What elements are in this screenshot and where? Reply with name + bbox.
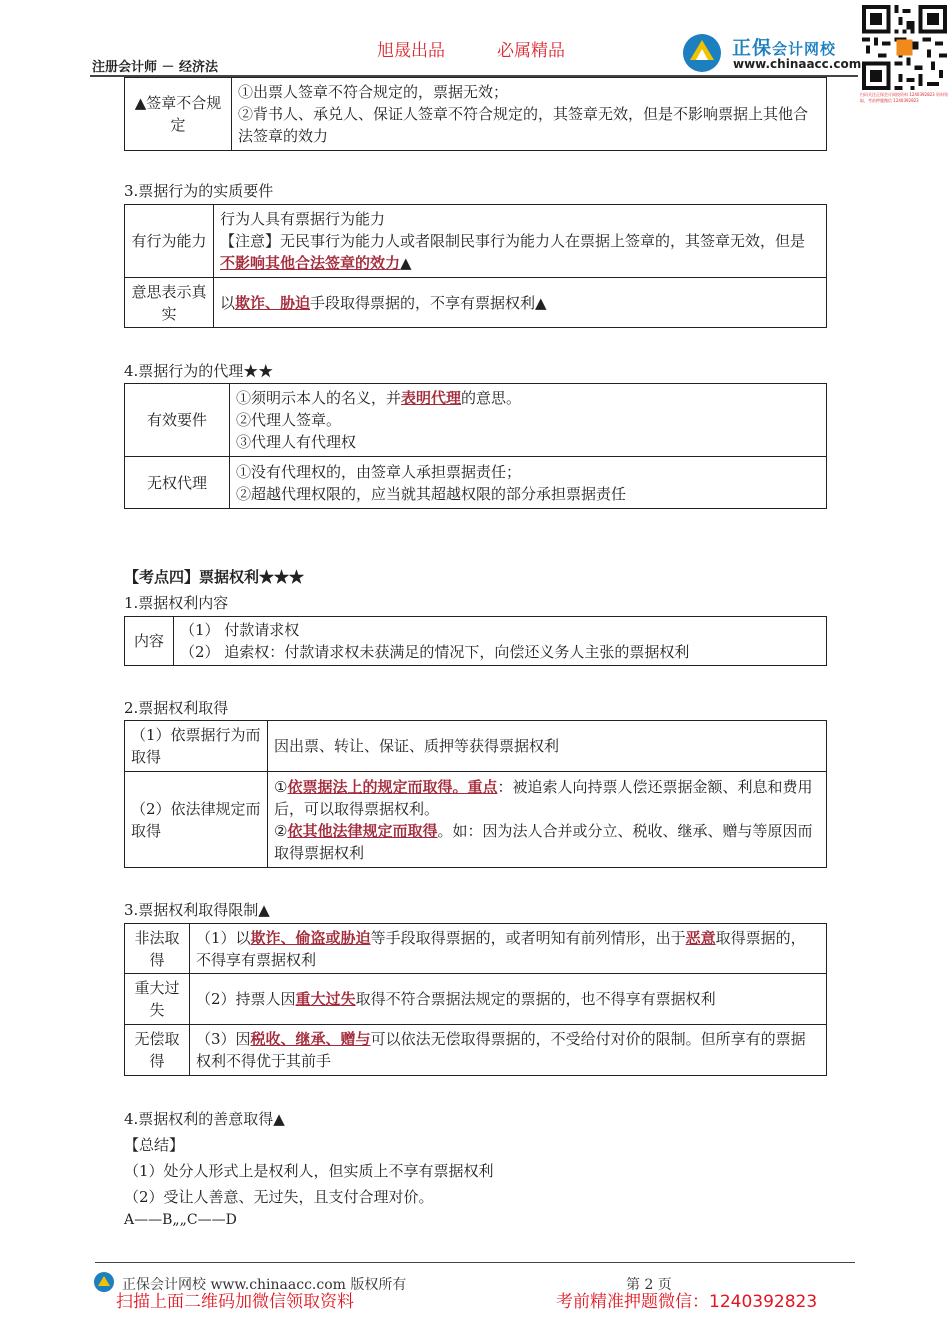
logo-url: www.chinaacc.com bbox=[733, 57, 862, 71]
header-slogan-left: 旭晟出品 bbox=[377, 41, 445, 61]
footer-promo-left: 扫描上面二维码加微信领取资料 bbox=[116, 1292, 354, 1312]
row-label: （1）依票据行为而取得 bbox=[125, 721, 268, 772]
row-content bbox=[268, 772, 827, 868]
row-content: 因出票、转让、保证、质押等获得票据权利 bbox=[268, 721, 827, 772]
row-content bbox=[230, 384, 827, 457]
row-content bbox=[174, 617, 827, 666]
highlight-text: 欺诈、胁迫 bbox=[235, 293, 311, 312]
endorsement-chain: A——B„„C——D bbox=[124, 1212, 237, 1228]
content-line: 行为人具有票据行为能力 bbox=[220, 210, 386, 228]
section-title: 1.票据权利内容 bbox=[124, 594, 229, 612]
page-number: 第 2 页 bbox=[626, 1277, 672, 1293]
row-label: 意思表示真实 bbox=[125, 278, 214, 328]
substantive-requirements-table bbox=[124, 204, 827, 328]
signature-rule-line: ②背书人、承兑人、保证人签章不符合规定的，其签章无效，但是不影响票据上其他合法签章的效力 bbox=[238, 105, 809, 145]
highlight-text: 恶意 bbox=[685, 928, 716, 947]
footer-divider bbox=[95, 1262, 855, 1263]
row-label: 有行为能力 bbox=[125, 205, 214, 278]
row-label: 内容 bbox=[125, 617, 174, 666]
section-title: 2.票据权利取得 bbox=[124, 699, 229, 717]
chinaacc-logo-icon bbox=[680, 32, 728, 74]
signature-rule-table bbox=[124, 77, 827, 151]
content-line: （1） 付款请求权 bbox=[180, 621, 300, 639]
row-label: 无权代理 bbox=[125, 457, 230, 509]
footer-promo-right: 考前精准押题微信：1240392823 bbox=[556, 1292, 818, 1312]
row-label: 无偿取得 bbox=[125, 1025, 190, 1076]
highlight-text: 依票据法上的规定而取得。重点 bbox=[287, 777, 498, 796]
row-label: （2）依法律规定而取得 bbox=[125, 772, 268, 868]
rights-acquisition-table bbox=[124, 720, 827, 868]
row-content: （1）以欺诈、偷盗或胁迫等手段取得票据的，或者明知有前列情形，出于恶意取得票据的，不得享有票据权利 bbox=[190, 924, 827, 974]
topic-title: 【考点四】票据权利★★★ bbox=[124, 568, 305, 586]
content-line: ③代理人有代理权 bbox=[236, 433, 357, 451]
qr-caption: 扫码关注正保会计网校资料 1240392823 资料领取，考前押题微信 1240392823 bbox=[860, 92, 948, 103]
highlight-text: 重大过失 bbox=[295, 990, 356, 1008]
footer-copyright: 正保会计网校 www.chinaacc.com 版权所有 bbox=[122, 1277, 407, 1293]
highlight-text: 依其他法律规定而取得 bbox=[287, 821, 438, 840]
signature-rule-content bbox=[232, 78, 827, 151]
highlight-text: 不影响其他合法签章的效力 bbox=[220, 254, 401, 272]
row-content bbox=[214, 205, 827, 278]
row-content: （3）因税收、继承、赠与可以依法无偿取得票据的，不受给付对价的限制。但所享有的票据权利不得优于其前手 bbox=[190, 1025, 827, 1076]
section-title: 4.票据行为的代理★★ bbox=[124, 362, 274, 380]
agency-table bbox=[124, 383, 827, 509]
document-subject: 注册会计师 － 经济法 bbox=[92, 60, 219, 75]
row-content: （2）持票人因重大过失取得不符合票据法规定的票据的，也不得享有票据权利 bbox=[190, 974, 827, 1025]
acquisition-limits-table bbox=[124, 923, 827, 1076]
content-line: ①须明示本人的名义，并表明代理的意思。 bbox=[236, 389, 522, 407]
logo-brand: 正保会计网校 bbox=[732, 37, 837, 59]
content-line: 【注意】无民事行为能力人或者限制民事行为能力人在票据上签章的，其签章无效，但是不影响其他合法签章的效力▲ bbox=[220, 232, 806, 272]
content-line: ②依其他法律规定而取得。如：因为法人合并或分立、税收、继承、赠与等原因而取得票据权利 bbox=[274, 821, 813, 862]
row-label: 重大过失 bbox=[125, 974, 190, 1025]
signature-rule-label: ▲签章不合规定 bbox=[125, 78, 232, 151]
highlight-text: 税收、继承、赠与 bbox=[250, 1030, 371, 1048]
content-line: ①依票据法上的规定而取得。重点：被追索人向持票人偿还票据金额、利息和费用后，可以取得票据权利。 bbox=[274, 777, 813, 818]
footer-logo-icon bbox=[93, 1271, 117, 1293]
content-line: （2） 追索权：付款请求权未获满足的情况下，向偿还义务人主张的票据权利 bbox=[180, 643, 690, 661]
rights-content-table bbox=[124, 616, 827, 666]
row-label: 非法取得 bbox=[125, 924, 190, 974]
qr-code-icon bbox=[862, 5, 947, 90]
highlight-text: 表明代理 bbox=[401, 389, 462, 407]
content-line: ②超越代理权限的，应当就其超越权限的部分承担票据责任 bbox=[236, 484, 627, 503]
summary-heading: 【总结】 bbox=[124, 1136, 185, 1154]
row-content: 以欺诈、胁迫手段取得票据的，不享有票据权利▲ bbox=[214, 278, 827, 328]
summary-line: （2）受让人善意、无过失，且支付合理对价。 bbox=[124, 1188, 434, 1206]
section-title: 3.票据行为的实质要件 bbox=[124, 182, 274, 200]
signature-rule-line: ①出票人签章不符合规定的，票据无效； bbox=[238, 83, 509, 101]
content-line: ②代理人签章。 bbox=[236, 411, 342, 429]
section-title: 3.票据权利取得限制▲ bbox=[124, 901, 270, 919]
highlight-text: 欺诈、偷盗或胁迫 bbox=[250, 928, 371, 947]
summary-line: （1）处分人形式上是权利人，但实质上不享有票据权利 bbox=[124, 1162, 494, 1180]
section-title: 4.票据权利的善意取得▲ bbox=[124, 1110, 285, 1128]
header-slogan-right: 必属精品 bbox=[497, 41, 565, 61]
row-label: 有效要件 bbox=[125, 384, 230, 457]
row-content bbox=[230, 457, 827, 509]
content-line: ①没有代理权的，由签章人承担票据责任； bbox=[236, 462, 522, 481]
